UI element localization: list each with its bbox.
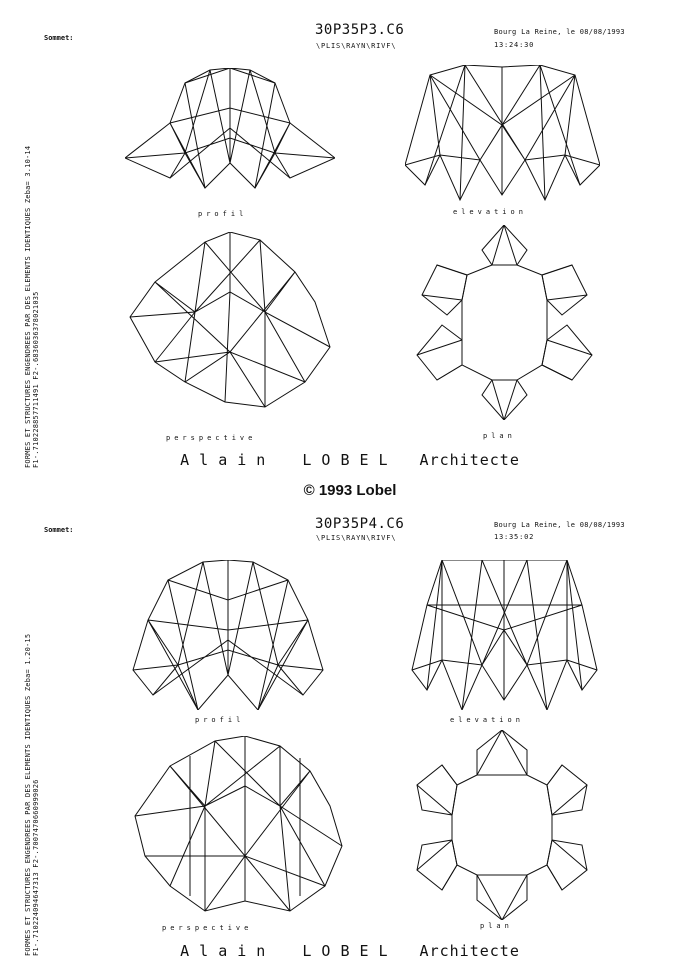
label-profil: profil — [195, 716, 245, 724]
label-perspective: perspective — [162, 924, 253, 932]
drawing-sheet-2 — [0, 508, 700, 962]
sommet-label: Sommet: — [44, 34, 74, 42]
architect-title: Architecte — [419, 451, 520, 469]
architect-last-name: LOBEL — [302, 451, 398, 469]
place-date: Bourg La Reine, le 08/08/1993 — [494, 28, 625, 36]
time-stamp: 13:35:02 — [494, 533, 535, 541]
profil-view — [125, 68, 335, 203]
architect-footer — [0, 942, 700, 960]
label-plan: plan — [480, 922, 513, 930]
file-code: 30P35P3.C6 — [315, 22, 405, 38]
label-plan: plan — [483, 432, 516, 440]
architect-last-name: LOBEL — [302, 942, 398, 960]
side-caption-line-1: FORMES ET STRUCTURES ENGENDREES PAR DES ELEMENTS IDENTIQUES Zeba= 3.10-14 — [24, 145, 32, 468]
architect-title: Architecte — [419, 942, 520, 960]
drawing-sheet-1 — [0, 0, 700, 480]
label-elevation: elevation — [450, 716, 524, 724]
perspective-view — [125, 232, 335, 412]
side-caption — [24, 8, 40, 468]
place-date: Bourg La Reine, le 08/08/1993 — [494, 521, 625, 529]
time-stamp: 13:24:30 — [494, 41, 535, 49]
file-path: \PLIS\RAYN\RIVF\ — [316, 534, 397, 542]
sommet-label: Sommet: — [44, 526, 74, 534]
label-elevation: elevation — [453, 208, 527, 216]
side-caption — [24, 516, 40, 956]
architect-footer — [0, 451, 700, 469]
label-perspective: perspective — [166, 434, 257, 442]
elevation-view — [405, 65, 600, 205]
architect-first-name: Alain — [180, 942, 276, 960]
profil-view — [128, 560, 328, 710]
label-profil: profil — [198, 210, 248, 218]
side-caption-line-2: F1-.710228857711491 F2-.6836036378021035 — [32, 291, 40, 468]
copyright-notice: © 1993 Lobel — [303, 482, 397, 499]
perspective-view — [130, 736, 345, 916]
file-path: \PLIS\RAYN\RIVF\ — [316, 42, 397, 50]
elevation-view — [407, 560, 602, 710]
plan-view — [407, 730, 597, 920]
side-caption-line-2: F1-.710224094647313 F2-.7007470660999026 — [32, 779, 40, 956]
side-caption-line-1: FORMES ET STRUCTURES ENGENDREES PAR DES ELEMENTS IDENTIQUES Zeba= 1.20-15 — [24, 633, 32, 956]
plan-view — [412, 225, 597, 420]
file-code: 30P35P4.C6 — [315, 516, 405, 532]
architect-first-name: Alain — [180, 451, 276, 469]
